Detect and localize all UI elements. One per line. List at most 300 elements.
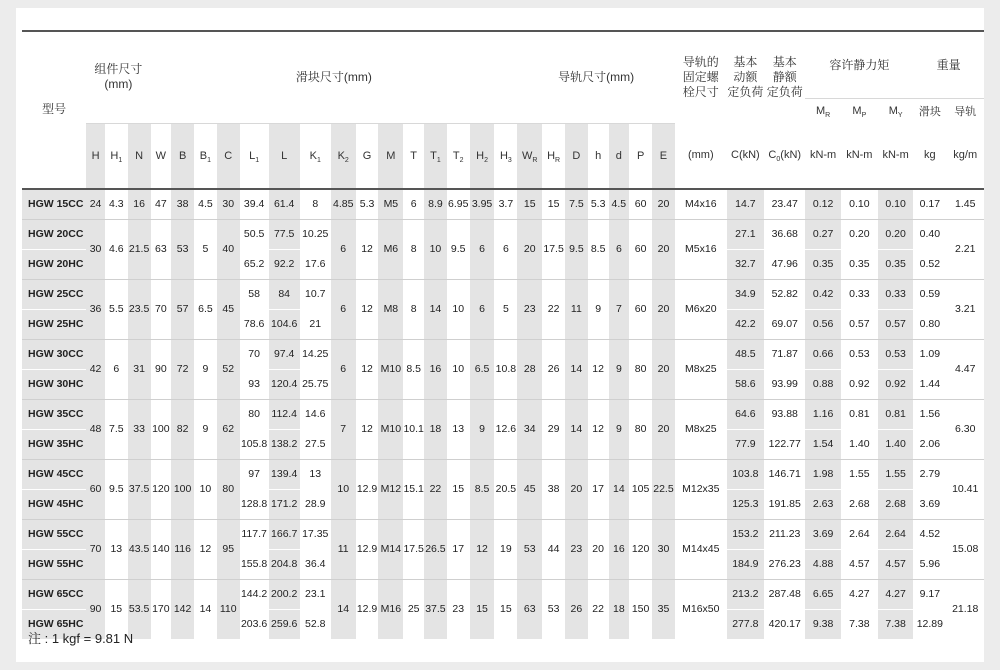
load-cell: 420.17 [764,609,805,639]
mid-dim-cell: 15 [517,189,542,220]
load-cell: 0.33 [841,279,878,309]
load-cell: 0.52 [913,249,946,279]
shared-dim-cell: 45 [217,279,240,339]
load-cell: 0.12 [805,189,840,220]
mid-dim-cell: 23 [565,519,588,579]
dyn-load-label: 基本 [733,55,758,69]
shared-dim-cell: 24 [86,189,105,220]
load-cell: 77.9 [727,429,764,459]
mid-dim-cell: 8.9 [424,189,447,220]
c0-unit-header: $C_0(kN)$ [764,123,805,189]
mid-dim-cell: 17.5 [542,219,565,279]
model-cell: HGW 25HC [22,309,86,339]
load-cell: 0.10 [878,189,913,220]
load-cell: 0.88 [805,369,840,399]
mid-dim-cell: 60 [629,219,652,279]
load-cell: 0.92 [841,369,878,399]
mid-dim-cell: 17 [588,459,609,519]
block-length-cell: 25.75 [300,369,331,399]
mid-dim-cell: 22 [588,579,609,639]
mid-dim-cell: 8.5 [403,339,424,399]
mid-dim-cell: 6 [403,189,424,220]
mid-dim-cell: 4.5 [609,189,630,220]
load-cell: 0.20 [841,219,878,249]
model-cell: HGW 55HC [22,549,86,579]
mid-dim-cell: 15 [447,459,470,519]
shared-dim-cell: 31 [128,339,151,399]
load-cell: 9.17 [913,579,946,609]
load-cell: 0.17 [913,189,946,220]
mid-dim-cell: 8 [403,219,424,279]
shared-dim-cell: 7.5 [105,399,128,459]
mid-dim-cell: 14 [331,579,356,639]
model-header: 型号 [22,31,86,189]
mid-dim-cell: 10 [447,339,470,399]
load-cell: 2.68 [878,489,913,519]
mid-dim-cell: 53 [517,519,542,579]
load-cell: 122.77 [764,429,805,459]
mid-dim-cell: 22 [424,459,447,519]
load-cell: 103.8 [727,459,764,489]
rail-bolt-label: 栓尺寸 [682,85,719,99]
load-cell: 3.69 [805,519,840,549]
block-length-cell: 117.7 [240,519,269,549]
shared-dim-cell: 5 [194,219,217,279]
mid-dim-cell: 20 [588,519,609,579]
load-cell: 0.80 [913,309,946,339]
shared-dim-cell: 72 [171,339,194,399]
block-length-cell: 166.7 [269,519,300,549]
block-length-cell: 61.4 [269,189,300,220]
mid-dim-cell: 120 [629,519,652,579]
shared-dim-cell: 40 [217,219,240,279]
mid-dim-cell: 60 [629,189,652,220]
mid-dim-cell: 20 [652,279,675,339]
block-length-cell: 36.4 [300,549,331,579]
shared-dim-cell: 90 [86,579,105,639]
block-length-cell: 17.6 [300,249,331,279]
mid-dim-cell: 18 [424,399,447,459]
load-cell: 1.44 [913,369,946,399]
mid-dim-cell: 15 [470,579,495,639]
mid-dim-cell: M6 [378,219,403,279]
load-cell: 1.54 [805,429,840,459]
model-cell: HGW 65HC [22,609,86,639]
col-n-header: N [128,123,151,189]
block-length-cell: 14.6 [300,399,331,429]
load-cell: 2.79 [913,459,946,489]
dyn-load-label: 动额 [733,70,758,84]
block-length-cell: 13 [300,459,331,489]
model-cell: HGW 55CC [22,519,86,549]
mid-dim-cell: 8 [403,279,424,339]
load-cell: 0.27 [805,219,840,249]
load-cell: 27.1 [727,219,764,249]
col-d-header: d [609,123,630,189]
moment-my-header: $M_Y$ [888,105,903,120]
block-length-cell: 23.1 [300,579,331,609]
shared-dim-cell: 70 [151,279,172,339]
rail-weight-cell: 4.47 [946,339,984,399]
block-length-cell: 171.2 [269,489,300,519]
load-cell: 184.9 [727,549,764,579]
mid-dim-cell: 15 [494,579,517,639]
shared-dim-cell: 60 [86,459,105,519]
mid-dim-cell: 14 [609,459,630,519]
knm-my-header: kN-m [878,123,913,189]
mid-dim-cell: 105 [629,459,652,519]
col-b1-header: $B_1$ [194,123,217,189]
mid-dim-cell: 12.6 [494,399,517,459]
mid-dim-cell: 20 [565,459,588,519]
mid-dim-cell: 12 [356,219,379,279]
mid-dim-cell: 28 [517,339,542,399]
load-cell: 4.27 [841,579,878,609]
table-row [22,459,984,489]
load-cell: 0.66 [805,339,840,369]
knm-mr-header: kN-m [805,123,840,189]
block-length-cell: 77.5 [269,219,300,249]
shared-dim-cell: 53 [171,219,194,279]
mid-dim-cell: 80 [629,399,652,459]
col-e-header: E [652,123,675,189]
block-length-cell: 78.6 [240,309,269,339]
block-length-cell: 27.5 [300,429,331,459]
mid-dim-cell: M10 [378,399,403,459]
shared-dim-cell: 16 [128,189,151,220]
block-length-cell: 17.35 [300,519,331,549]
mid-dim-cell: 12 [356,339,379,399]
static-load-label: 基本 [772,55,797,69]
shared-dim-cell: 53.5 [128,579,151,639]
load-cell: 0.40 [913,219,946,249]
block-length-cell: 50.5 [240,219,269,249]
load-cell: 42.2 [727,309,764,339]
shared-dim-cell: 33 [128,399,151,459]
block-length-cell: 10.25 [300,219,331,249]
col-g-header: G [356,123,379,189]
mid-dim-cell: 45 [517,459,542,519]
load-cell: 287.48 [764,579,805,609]
shared-dim-cell: 36 [86,279,105,339]
col-h1-header: $H_1$ [105,123,128,189]
mid-dim-cell: M10 [378,339,403,399]
shared-dim-cell: 100 [151,399,172,459]
load-cell: 4.57 [841,549,878,579]
mid-dim-cell: 8.5 [470,459,495,519]
mid-dim-cell: M6x20 [675,279,727,339]
col-t1-header: $T_1$ [424,123,447,189]
block-length-cell: 92.2 [269,249,300,279]
load-cell: 4.88 [805,549,840,579]
shared-dim-cell: 4.6 [105,219,128,279]
shared-dim-cell: 30 [217,189,240,220]
shared-dim-cell: 5.5 [105,279,128,339]
rail-bolt-header [675,31,727,123]
load-cell: 276.23 [764,549,805,579]
static-load-label: 定负荷 [766,85,803,99]
col-k2-header: $K_2$ [331,123,356,189]
static-load-header [764,31,805,123]
load-cell: 153.2 [727,519,764,549]
model-cell: HGW 35HC [22,429,86,459]
load-cell: 36.68 [764,219,805,249]
rail-weight-cell: 1.45 [946,189,984,220]
load-cell: 5.96 [913,549,946,579]
mid-dim-cell: M16x50 [675,579,727,639]
load-cell: 47.96 [764,249,805,279]
mid-dim-cell: 7 [609,279,630,339]
block-length-cell: 138.2 [269,429,300,459]
col-b-header: B [171,123,194,189]
dyn-load-label: 定负荷 [727,85,764,99]
load-cell: 0.59 [913,279,946,309]
block-length-cell: 70 [240,339,269,369]
mid-dim-cell: 9.5 [565,219,588,279]
block-length-cell: 21 [300,309,331,339]
shared-dim-cell: 38 [171,189,194,220]
block-length-cell: 39.4 [240,189,269,220]
load-cell: 0.53 [841,339,878,369]
mid-dim-cell: M16 [378,579,403,639]
assembly-group-label: 组件尺寸 [94,62,143,77]
block-length-cell: 104.6 [269,309,300,339]
shared-dim-cell: 80 [217,459,240,519]
mid-dim-cell: 26 [542,339,565,399]
load-cell: 1.55 [841,459,878,489]
mid-dim-cell: 12 [470,519,495,579]
block-length-cell: 259.6 [269,609,300,639]
load-cell: 0.92 [878,369,913,399]
mid-dim-cell: 17.5 [403,519,424,579]
col-h3-header: $H_3$ [494,123,517,189]
mid-dim-cell: 9 [609,399,630,459]
shared-dim-cell: 13 [105,519,128,579]
block-length-cell: 80 [240,399,269,429]
mid-dim-cell: M14x45 [675,519,727,579]
load-cell: 23.47 [764,189,805,220]
mid-dim-cell: 26.5 [424,519,447,579]
load-cell: 7.38 [841,609,878,639]
block-length-cell: 14.25 [300,339,331,369]
block-length-cell: 139.4 [269,459,300,489]
shared-dim-cell: 6 [105,339,128,399]
mid-dim-cell: 150 [629,579,652,639]
load-cell: 6.65 [805,579,840,609]
load-cell: 0.20 [878,219,913,249]
mid-dim-cell: 5.3 [588,189,609,220]
col-h2-header: $H_2$ [470,123,495,189]
shared-dim-cell: 21.5 [128,219,151,279]
mid-dim-cell: 60 [629,279,652,339]
load-cell: 213.2 [727,579,764,609]
kgm-header: kg/m [946,123,984,189]
mid-dim-cell: 22 [542,279,565,339]
load-cell: 0.81 [878,399,913,429]
mid-dim-cell: 9 [609,339,630,399]
load-cell: 0.35 [878,249,913,279]
mid-dim-cell: 5.3 [356,189,379,220]
load-cell: 0.57 [878,309,913,339]
load-cell: 277.8 [727,609,764,639]
load-cell: 0.10 [841,189,878,220]
mid-dim-cell: 12 [356,399,379,459]
mid-dim-cell: 13 [447,399,470,459]
footnote: 注 : 1 kgf = 9.81 N [28,631,134,646]
table-row [22,189,984,220]
knm-mp-header: kN-m [841,123,878,189]
mid-dim-cell: 16 [424,339,447,399]
load-cell: 64.6 [727,399,764,429]
mid-dim-cell: 6 [470,219,495,279]
mid-dim-cell: 34 [517,399,542,459]
mid-dim-cell: 20 [652,219,675,279]
block-length-cell: 28.9 [300,489,331,519]
load-cell: 32.7 [727,249,764,279]
mid-dim-cell: 9.5 [447,219,470,279]
shared-dim-cell: 48 [86,399,105,459]
mid-dim-cell: 6 [331,339,356,399]
mid-dim-cell: M12x35 [675,459,727,519]
col-h-header: h [588,123,609,189]
block-length-cell: 155.8 [240,549,269,579]
mid-dim-cell: 12 [588,339,609,399]
mid-dim-cell: 14 [565,339,588,399]
block-length-cell: 200.2 [269,579,300,609]
mid-dim-cell: 15 [542,189,565,220]
model-cell: HGW 45HC [22,489,86,519]
mid-dim-cell: 26 [565,579,588,639]
kg-header: kg [913,123,946,189]
mid-dim-cell: 30 [652,519,675,579]
rail-weight-cell: 10.41 [946,459,984,519]
mid-dim-cell: M5x16 [675,219,727,279]
mid-dim-cell: 15.1 [403,459,424,519]
table-row [22,279,984,309]
weight-header: 重量 [913,31,984,99]
load-cell: 1.16 [805,399,840,429]
rail-weight-cell: 21.18 [946,579,984,639]
mid-dim-cell: 10.8 [494,339,517,399]
mid-dim-cell: 22.5 [652,459,675,519]
mid-dim-cell: 63 [517,579,542,639]
mid-dim-cell: 10 [331,459,356,519]
load-cell: 4.27 [878,579,913,609]
col-hr-header: $H_R$ [542,123,565,189]
load-cell: 146.71 [764,459,805,489]
col-k1-header: $K_1$ [300,123,331,189]
mid-dim-cell: 12.9 [356,459,379,519]
load-cell: 12.89 [913,609,946,639]
load-cell: 0.81 [841,399,878,429]
mid-dim-cell: 25 [403,579,424,639]
mid-dim-cell: 19 [494,519,517,579]
col-h-header: H [86,123,105,189]
mid-dim-cell: 3.7 [494,189,517,220]
table-row [22,519,984,549]
load-cell: 2.64 [878,519,913,549]
block-length-cell: 65.2 [240,249,269,279]
load-cell: 0.57 [841,309,878,339]
mid-dim-cell: 53 [542,579,565,639]
mid-dim-cell: 20.5 [494,459,517,519]
col-l1-header: $L_1$ [240,123,269,189]
shared-dim-cell: 120 [151,459,172,519]
col-t-header: T [403,123,424,189]
mid-dim-cell: 12 [356,279,379,339]
mid-dim-cell: 7 [331,399,356,459]
model-cell: HGW 25CC [22,279,86,309]
mid-dim-cell: 23 [447,579,470,639]
mid-dim-cell: M8 [378,279,403,339]
col-p-header: P [629,123,652,189]
load-cell: 71.87 [764,339,805,369]
shared-dim-cell: 43.5 [128,519,151,579]
mid-dim-cell: M14 [378,519,403,579]
load-cell: 93.88 [764,399,805,429]
shared-dim-cell: 9 [194,339,217,399]
assembly-group-unit: (mm) [104,77,133,92]
load-cell: 69.07 [764,309,805,339]
block-length-cell: 97 [240,459,269,489]
shared-dim-cell: 10 [194,459,217,519]
shared-dim-cell: 170 [151,579,172,639]
table-row [22,339,984,369]
shared-dim-cell: 100 [171,459,194,519]
mid-dim-cell: 12.9 [356,519,379,579]
block-length-cell: 58 [240,279,269,309]
shared-dim-cell: 110 [217,579,240,639]
shared-dim-cell: 6.5 [194,279,217,339]
static-load-label: 静额 [772,70,797,84]
load-cell: 1.09 [913,339,946,369]
c-unit-header: C(kN) [727,123,764,189]
mid-dim-cell: 6.5 [470,339,495,399]
col-t2-header: $T_2$ [447,123,470,189]
mid-dim-cell: 20 [517,219,542,279]
mid-dim-cell: 17 [447,519,470,579]
mid-dim-cell: 11 [565,279,588,339]
weight-block-header: 滑块 [918,106,941,118]
load-cell: 0.35 [841,249,878,279]
block-length-cell: 84 [269,279,300,309]
mid-dim-cell: 18 [609,579,630,639]
load-cell: 2.64 [841,519,878,549]
shared-dim-cell: 57 [171,279,194,339]
mid-dim-cell: M12 [378,459,403,519]
load-cell: 2.63 [805,489,840,519]
rail-weight-cell: 6.30 [946,399,984,459]
block-group-header: 滑块尺寸(mm) [151,31,518,123]
mid-dim-cell: 10.1 [403,399,424,459]
mid-dim-cell: 10 [424,219,447,279]
table-row [22,579,984,609]
mid-dim-cell: 37.5 [424,579,447,639]
mid-dim-cell: 20 [652,189,675,220]
load-cell: 0.56 [805,309,840,339]
mid-dim-cell: 12 [588,399,609,459]
load-cell: 0.53 [878,339,913,369]
moment-mp-header: $M_P$ [852,105,867,120]
model-cell: HGW 20HC [22,249,86,279]
shared-dim-cell: 90 [151,339,172,399]
mid-dim-cell: 6.95 [447,189,470,220]
mid-dim-cell: 29 [542,399,565,459]
dyn-load-header [727,31,764,123]
bolt-unit-header: (mm) [675,123,727,189]
mid-dim-cell: 7.5 [565,189,588,220]
mid-dim-cell: 11 [331,519,356,579]
